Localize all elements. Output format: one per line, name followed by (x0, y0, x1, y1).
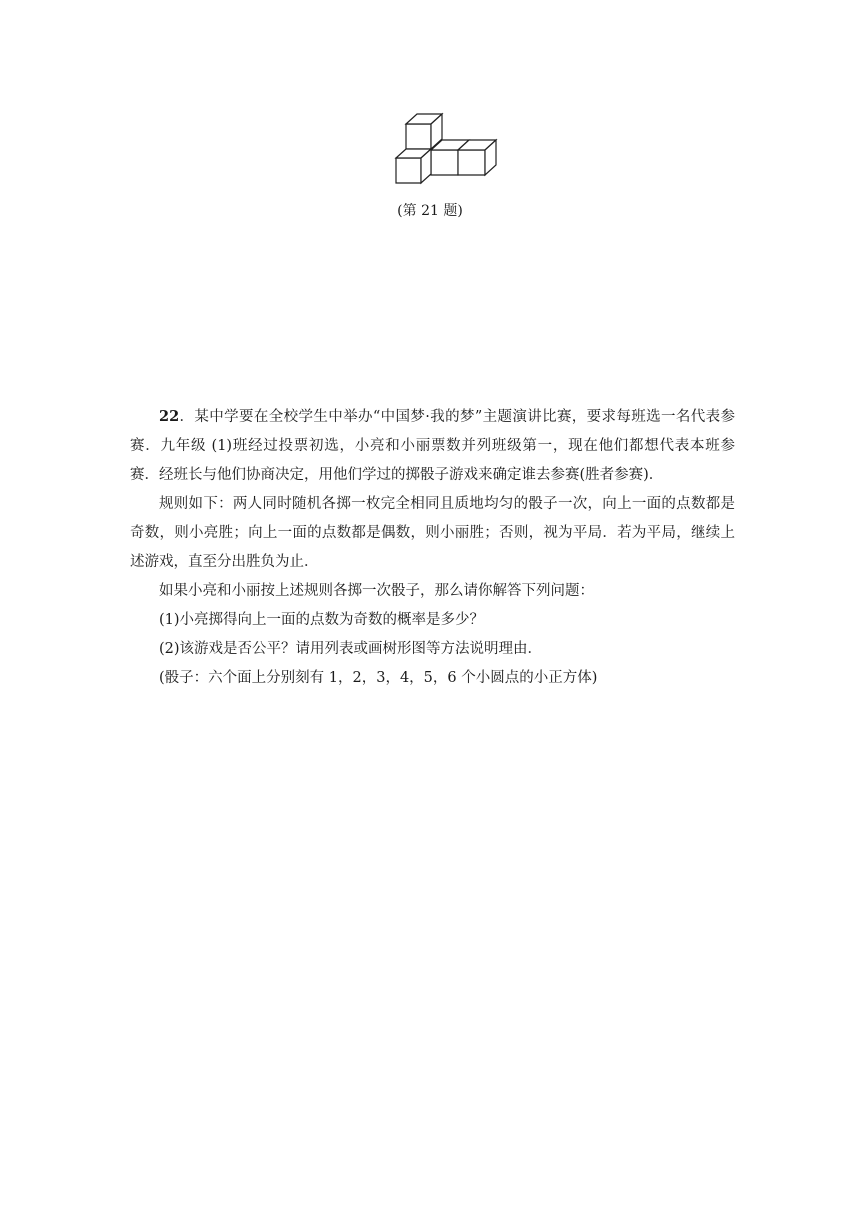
sub-question-1: (1)小亮掷得向上一面的点数为奇数的概率是多少？ (159, 612, 485, 628)
question-prompt: 如果小亮和小丽按上述规则各掷一次骰子，那么请你解答下列问题： (159, 583, 594, 599)
cube-figure (390, 110, 500, 190)
top-cube-front (406, 124, 431, 149)
question-22 (130, 402, 735, 693)
question-intro-text: ．某中学要在全校学生中举办“中国梦·我的梦”主题演讲比赛，要求每班选一名代表参赛．九年级 (1)班经过投票初选，小亮和小丽票数并列班级第一，现在他们都想代表本班参赛．经班长与他们协商决定，用他们学过的掷骰子游戏来确定谁去参赛(胜者参赛)． (130, 409, 735, 483)
question-rules: 规则如下：两人同时随机各掷一枚完全相同且质地均匀的骰子一次，向上一面的点数都是奇数，则小亮胜；向上一面的点数都是偶数，则小丽胜；否则，视为平局．若为平局，继续上述游戏，直至分出胜负为止． (130, 496, 735, 570)
question-intro (130, 402, 735, 490)
bottom-cube-front (396, 158, 421, 183)
dice-note: (骰子：六个面上分别刻有 1，2，3，4，5，6 个小圆点的小正方体) (159, 670, 598, 686)
sub-question-2: (2)该游戏是否公平？请用列表或画树形图等方法说明理由． (159, 641, 543, 657)
right-cube1-front (431, 150, 458, 175)
figure-caption: (第 21 题) (397, 203, 463, 219)
question-number: 22 (159, 408, 180, 425)
right-cube2-front (458, 150, 485, 175)
stacked-cubes-icon (390, 110, 500, 190)
